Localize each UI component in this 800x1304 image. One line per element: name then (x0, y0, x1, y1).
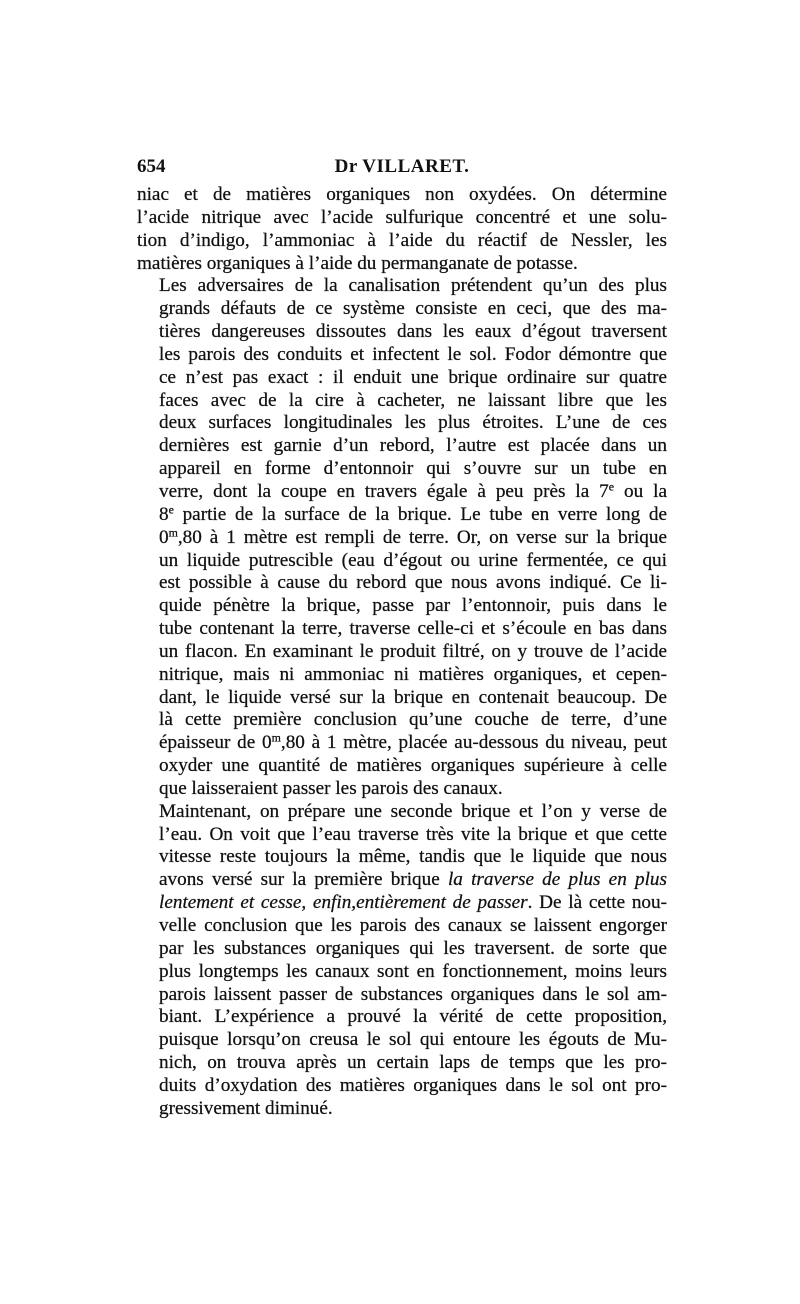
text-line (137, 595, 667, 618)
text-run: vitesse reste toujours la même, tandis que le liquide que nous (159, 846, 667, 868)
text-run: ce n’est pas exact : il enduit une brique ordinaire sur quatre (159, 366, 667, 388)
text-run: parois laissent passer de substances organiques dans le sol am- (159, 983, 667, 1005)
text-run: tières dangereuses dissoutes dans les eaux d’égout traversent (159, 321, 667, 343)
text-run: nich, on trouva après un certain laps de temps que les pro- (159, 1052, 667, 1074)
text-line (137, 1006, 667, 1029)
superscript: m (271, 730, 281, 745)
text-run: ,80 à 1 mètre, placée au-dessous du niveau, peut (280, 732, 667, 754)
text-run: ou la (614, 480, 667, 502)
text-run: 0 (159, 526, 169, 548)
text-run: l’eau. On voit que l’eau traverse très vite la brique et que cette (159, 823, 667, 845)
text-line (137, 572, 667, 595)
superscript: e (168, 502, 174, 517)
text-line (137, 846, 667, 869)
text-run: . De là cette nou- (527, 892, 667, 914)
text-line (137, 321, 667, 344)
text-run: quide pénètre la brique, passe par l’entonnoir, puis dans le (159, 595, 667, 617)
text-run: Les adversaires de la canalisation prétendent qu’un des plus (159, 275, 667, 297)
text-line (137, 664, 667, 687)
paragraph (137, 184, 667, 275)
text-run: niac et de matières organiques non oxydées. On détermine (137, 184, 667, 205)
text-line (137, 709, 667, 732)
text-run: velle conclusion que les parois des canaux se laissent engorger (159, 915, 667, 936)
text-line (137, 481, 667, 504)
running-head: Dr VILLARET. (334, 156, 470, 177)
text-line (137, 435, 667, 458)
text-line (137, 778, 667, 801)
superscript: e (608, 479, 615, 494)
text-run: faces avec de la cire à cacheter, ne laissant libre que les (159, 389, 667, 411)
text-run: que laisseraient passer les parois des canaux. (159, 777, 503, 799)
text-run: partie de la surface de la brique. Le tube en verre long de (173, 503, 667, 525)
text-line (137, 412, 667, 435)
text-run: par les substances organiques qui les traversent. de sorte que (159, 937, 667, 959)
text-run: dant, le liquide versé sur la brique en contenait beaucoup. De (159, 686, 667, 708)
text-line (137, 367, 667, 390)
text-run: matières organiques à l’aide du permanganate de potasse. (137, 252, 578, 274)
text-run: Maintenant, on prépare une seconde brique et l’on y verse de (159, 800, 667, 822)
text-line (137, 275, 667, 298)
page-header (137, 156, 667, 180)
text-run: puisque lorsqu’on creusa le sol qui entoure les égouts de Mu- (159, 1029, 667, 1051)
text-line (137, 550, 667, 573)
text-line (137, 527, 667, 550)
text-line (137, 504, 667, 527)
text-line (137, 961, 667, 984)
text-run: grands défauts de ce système consiste en ceci, que des ma- (159, 298, 667, 320)
page-number: 654 (137, 156, 166, 177)
text-line (137, 298, 667, 321)
text-run: nitrique, mais ni ammoniac ni matières organiques, et cepen- (159, 663, 667, 685)
text-line (137, 801, 667, 824)
body-text (137, 184, 667, 1121)
text-line (137, 253, 667, 276)
italic-text: la traverse de plus en plus (447, 869, 667, 891)
paragraph (137, 275, 667, 800)
italic-text: lentement et cesse, enfin,entièrement de passer (159, 892, 528, 914)
text-run: tion d’indigo, l’ammoniac à l’aide du réactif de Nessler, les (137, 229, 667, 251)
text-run: gressivement diminué. (159, 1097, 333, 1119)
text-run: 8 (159, 503, 169, 525)
text-run: les parois des conduits et infectent le sol. Fodor démontre que (159, 343, 667, 365)
text-run: dernières est garnie d’un rebord, l’autre est placée dans un (159, 435, 667, 457)
paragraph (137, 801, 667, 1121)
book-page (137, 156, 667, 1121)
text-line (137, 687, 667, 710)
text-line (137, 207, 667, 230)
text-line (137, 984, 667, 1007)
text-run: l’acide nitrique avec l’acide sulfurique concentré et une solu- (137, 206, 667, 228)
superscript: m (168, 525, 178, 540)
text-line (137, 824, 667, 847)
text-run: duits d’oxydation des matières organiques dans le sol ont pro- (159, 1074, 667, 1096)
text-run: appareil en forme d’entonnoir qui s’ouvre sur un tube en (159, 458, 667, 480)
text-line (137, 915, 667, 938)
text-line (137, 184, 667, 207)
text-line (137, 390, 667, 413)
text-line (137, 618, 667, 641)
text-run: plus longtemps les canaux sont en fonctionnement, moins leurs (159, 960, 667, 982)
text-run: là cette première conclusion qu’une couche de terre, d’une (159, 709, 667, 731)
text-line (137, 755, 667, 778)
text-run: ,80 à 1 mètre est rempli de terre. Or, on verse sur la brique (177, 526, 667, 548)
text-line (137, 344, 667, 367)
text-line (137, 938, 667, 961)
text-line (137, 732, 667, 755)
text-run: tube contenant la terre, traverse celle-ci et s’écoule en bas dans (159, 618, 667, 640)
text-line (137, 892, 667, 915)
text-run: est possible à cause du rebord que nous avons indiqué. Ce li- (159, 572, 667, 594)
text-line (137, 1098, 667, 1121)
text-line (137, 869, 667, 892)
text-run: épaisseur de 0 (159, 732, 272, 754)
text-line (137, 230, 667, 253)
text-line (137, 641, 667, 664)
text-run: biant. L’expérience a prouvé la vérité de cette proposition, (159, 1006, 667, 1028)
text-line (137, 1052, 667, 1075)
text-line (137, 1075, 667, 1098)
text-line (137, 1029, 667, 1052)
text-run: un flacon. En examinant le produit filtré, on y trouve de l’acide (159, 640, 667, 662)
text-run: oxyder une quantité de matières organiques supérieure à celle (159, 755, 667, 777)
text-line (137, 458, 667, 481)
text-run: avons versé sur la première brique (159, 869, 448, 891)
text-run: verre, dont la coupe en travers égale à peu près la 7 (159, 480, 609, 502)
text-run: deux surfaces longitudinales les plus étroites. L’une de ces (159, 412, 667, 434)
text-run: un liquide putrescible (eau d’égout ou urine fermentée, ce qui (159, 549, 667, 571)
